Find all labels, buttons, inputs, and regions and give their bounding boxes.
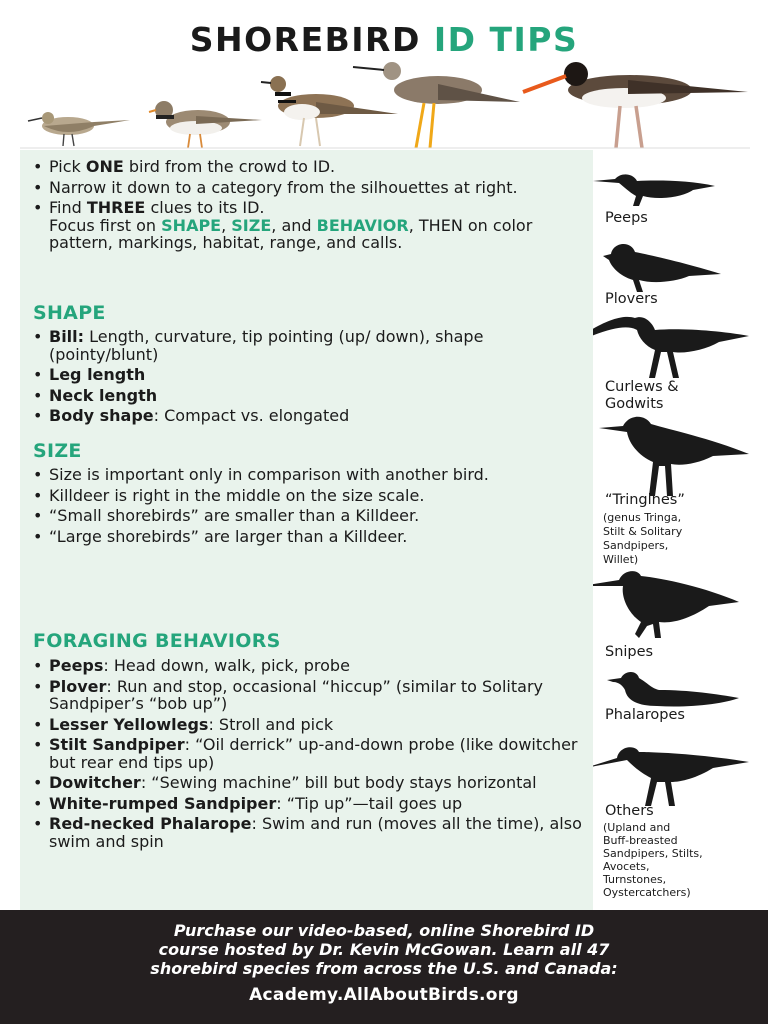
sanderling-photo [28,112,130,146]
size-heading: SIZE [33,440,82,462]
tringines-sub-4: Willet) [603,553,639,566]
tringines-sub-2: Stilt & Solitary [603,525,683,538]
list-item: • Killdeer is right in the middle on the size scale. [32,487,588,505]
shape-heading: SHAPE [33,302,106,324]
list-item: • Stilt Sandpiper: “Oil derrick” up-and-down probe (like dowitcher but rear end tips up) [32,736,588,771]
others-label: Others [605,803,654,819]
tringine-silhouette [593,412,768,496]
promo-line-3: shorebird species from across the U.S. and Canada: [150,959,618,978]
silhouette-panel [593,150,768,910]
yellowlegs-photo [353,62,520,148]
title-part-id-tips: ID TIPS [433,20,579,59]
others-sub-2: Buff-breasted [603,834,678,847]
list-item: • “Large shorebirds” are larger than a Killdeer. [32,528,588,546]
others-silhouette [593,738,768,808]
list-item: • Lesser Yellowlegs: Stroll and pick [32,716,588,734]
list-item: • Narrow it down to a category from the silhouettes at right. [32,179,588,197]
list-item: • Plover: Run and stop, occasional “hiccup” (similar to Solitary Sandpiper’s “bob up”) [32,678,588,713]
title-part-shorebird: SHOREBIRD [189,20,421,59]
others-sub-6: Oystercatchers) [603,886,691,899]
plover-silhouette [593,236,768,292]
list-item: • Size is important only in comparison with another bird. [32,466,588,484]
page-title [0,20,768,59]
semipalmated-plover-photo [149,101,262,148]
promo-footer [0,910,768,1024]
promo-line-1: Purchase our video-based, online Shorebird ID [173,921,595,940]
killdeer-photo [261,76,398,146]
list-item: • Neck length [32,387,588,405]
foraging-heading: FORAGING BEHAVIORS [33,630,281,652]
phalaropes-label: Phalaropes [605,707,685,723]
tips-panel [20,150,593,910]
shorebird-photo-row [20,58,750,152]
list-item: • White-rumped Sandpiper: “Tip up”—tail goes up [32,795,588,813]
phalarope-silhouette [593,668,768,708]
others-sub-1: (Upland and [603,821,671,834]
shape-list [32,328,588,428]
list-item: • Find THREE clues to its ID. Focus first on SHAPE, SIZE, and BEHAVIOR, THEN on color pattern, markings, habitat, range, and calls. [32,199,588,252]
peeps-label: Peeps [605,210,648,226]
size-list [32,466,588,548]
others-sub-5: Turnstones, [603,873,667,886]
tringines-sub-1: (genus Tringa, [603,511,682,524]
promo-text [0,921,768,978]
foraging-list [32,657,588,853]
list-item: • Leg length [32,366,588,384]
snipes-label: Snipes [605,644,654,660]
promo-line-2: course hosted by Dr. Kevin McGowan. Learn all 47 [158,940,610,959]
others-sub-3: Sandpipers, Stilts, [603,847,703,860]
list-item: • Dowitcher: “Sewing machine” bill but body stays horizontal [32,774,588,792]
tringines-label: “Tringines” [605,492,685,508]
curlews-label-1: Curlews & [605,379,679,395]
oystercatcher-photo [523,62,748,148]
curlew-silhouette [593,312,768,378]
list-item: • Red-necked Phalarope: Swim and run (moves all the time), also swim and spin [32,815,588,850]
list-item: • “Small shorebirds” are smaller than a Killdeer. [32,507,588,525]
list-item: • Bill: Length, curvature, tip pointing (up/ down), shape (pointy/blunt) [32,328,588,363]
others-sub-4: Avocets, [603,860,650,873]
peep-silhouette [593,162,768,210]
list-item: • Body shape: Compact vs. elongated [32,407,588,425]
snipe-silhouette [593,568,768,640]
plovers-label: Plovers [605,291,658,307]
curlews-label-2: Godwits [605,396,664,412]
list-item: • Pick ONE bird from the crowd to ID. [32,158,588,176]
tringines-sub-3: Sandpipers, [603,539,669,552]
academy-link[interactable]: Academy.AllAboutBirds.org [249,985,519,1005]
intro-list [32,158,588,255]
list-item: • Peeps: Head down, walk, pick, probe [32,657,588,675]
